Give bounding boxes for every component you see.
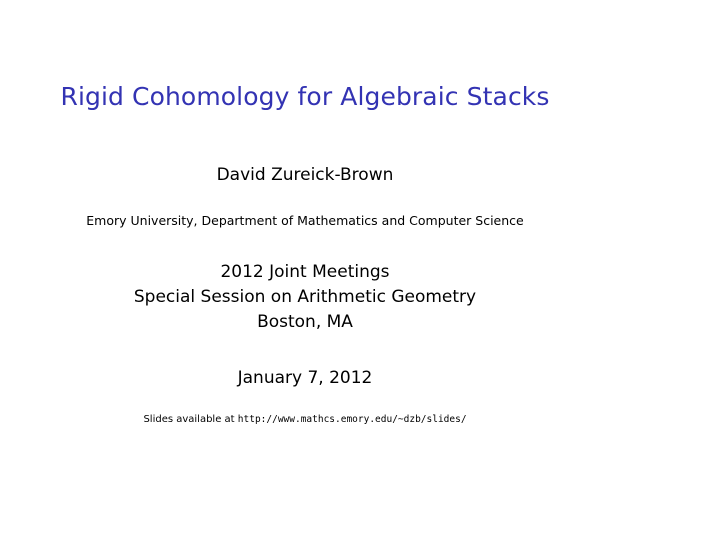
- event-info: [0, 260, 610, 335]
- author-institute: Emory University, Department of Mathematics and Computer Science: [86, 213, 524, 228]
- slides-note-prefix: Slides available at: [143, 414, 238, 425]
- author-name: David Zureick-Brown: [216, 165, 394, 185]
- event-session: Special Session on Arithmetic Geometry: [133, 287, 477, 307]
- slides-url-link[interactable]: http://www.mathcs.emory.edu/~dzb/slides/: [237, 414, 467, 425]
- slide-title: Rigid Cohomology for Algebraic Stacks: [60, 82, 550, 111]
- slides-note: [0, 414, 610, 425]
- event-meeting: 2012 Joint Meetings: [220, 262, 390, 282]
- presentation-date: January 7, 2012: [237, 368, 373, 388]
- event-location: Boston, MA: [257, 312, 353, 332]
